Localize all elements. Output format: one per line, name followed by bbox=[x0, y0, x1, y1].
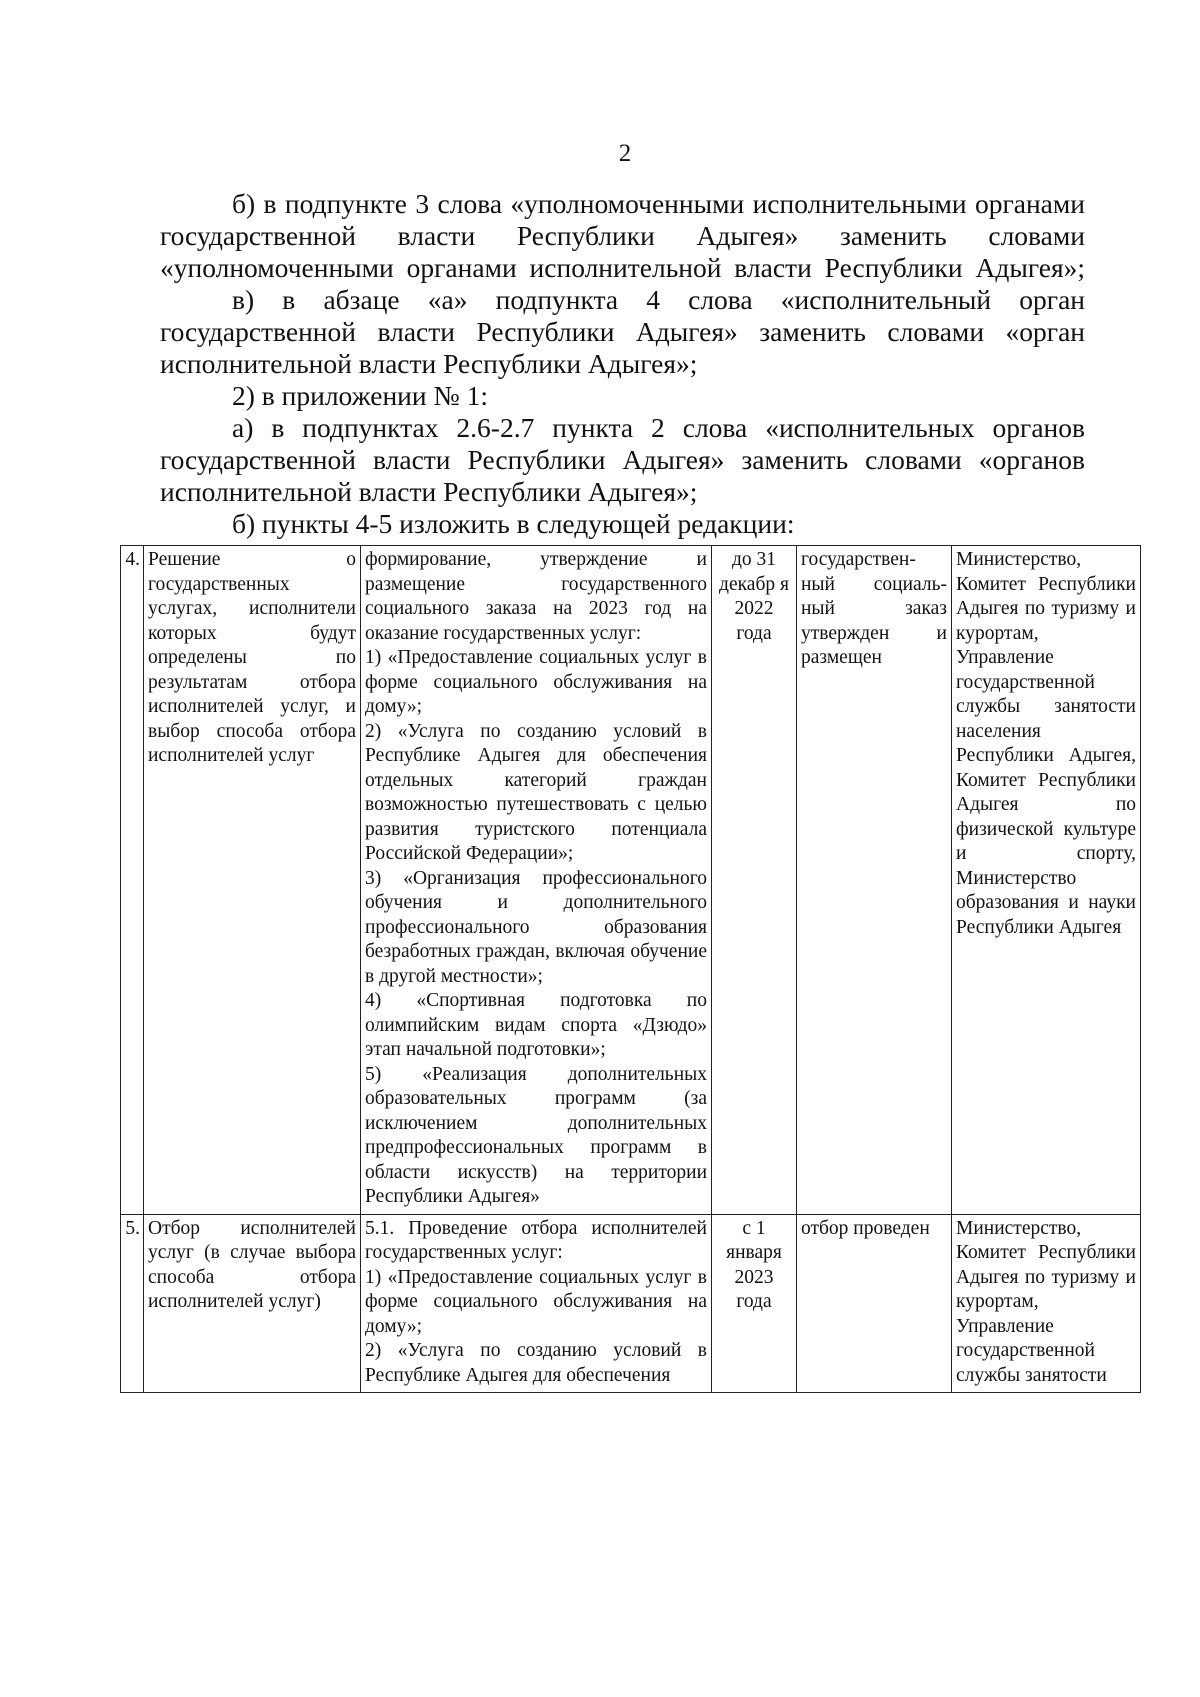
table-row bbox=[121, 1214, 1141, 1393]
row-deadline: с 1 января 2023 года bbox=[712, 1214, 797, 1393]
row-number: 5. bbox=[121, 1214, 144, 1393]
activity-line: 1) «Предоставление социальных услуг в форме социального обслуживания на дому»; bbox=[365, 647, 707, 717]
activity-line: 2) «Услуга по созданию условий в Республике Адыгея для обеспечения bbox=[365, 1340, 707, 1386]
activity-line: формирование, утверждение и размещение государственного социального заказа на 2023 год на оказание государственных услуг: bbox=[365, 549, 707, 644]
plan-table bbox=[120, 545, 1140, 1393]
page-number: 2 bbox=[618, 140, 632, 167]
row-activity bbox=[361, 1214, 712, 1393]
paragraph-b-items-4-5: б) пункты 4-5 изложить в следующей редакции: bbox=[232, 508, 795, 539]
row-result: отбор проведен bbox=[797, 1214, 952, 1393]
paragraph-b-subitem-3: б) в подпункте 3 слова «уполномоченными исполнительными органами государственной власти Республики Адыгея» заменить словами «уполномоченными органами исполнительной власти Республики Адыгея»; bbox=[160, 188, 1085, 283]
paragraph-v-subitem-4: в) в абзаце «а» подпункта 4 слова «исполнительный орган государственной власти Республики Адыгея» заменить словами «орган исполнительной власти Республики Адыгея»; bbox=[160, 284, 1085, 379]
table-row bbox=[121, 546, 1141, 1215]
activity-line: 4) «Спортивная подготовка по олимпийским видам спорта «Дзюдо» этап начальной подготовки»; bbox=[365, 990, 707, 1060]
body-text bbox=[160, 188, 1085, 540]
activity-line: 1) «Предоставление социальных услуг в форме социального обслуживания на дому»; bbox=[365, 1266, 707, 1337]
row-deadline: до 31 декабр я 2022 года bbox=[712, 546, 797, 1215]
row-responsible: Министерство, Комитет Республики Адыгея по туризму и курортам, Управление государственной службы занятости bbox=[952, 1214, 1141, 1393]
activity-line: 5.1. Проведение отбора исполнителей государственных услуг: bbox=[365, 1217, 707, 1263]
row-responsible: Министерство, Комитет Республики Адыгея по туризму и курортам, Управление государственной службы занятости населения Республики Адыгея, Комитет Республики Адыгея по физической культуре и спорту, Министерство образования и науки Республики Адыгея bbox=[952, 546, 1141, 1215]
activity-line: 2) «Услуга по созданию условий в Республике Адыгея для обеспечения отдельных категорий граждан возможностью путешествовать с целью развития туристского потенциала Российской Федерации»; bbox=[365, 720, 707, 864]
activity-line: 3) «Организация профессионального обучения и дополнительного профессионального образования безработных граждан, включая обучение в другой местности»; bbox=[365, 867, 707, 987]
activity-line: 5) «Реализация дополнительных образовательных программ (за исключением дополнительных предпрофессиональных программ в области искусств) на территории Республики Адыгея» bbox=[365, 1063, 707, 1207]
paragraph-a-subitems-2-6: а) в подпунктах 2.6-2.7 пункта 2 слова «исполнительных органов государственной власти Республики Адыгея» заменить словами «органов исполнительной власти Республики Адыгея»; bbox=[160, 412, 1085, 507]
row-activity bbox=[361, 546, 712, 1215]
row-number: 4. bbox=[121, 546, 144, 1215]
row-name: Отбор исполнителей услуг (в случае выбора способа отбора исполнителей услуг) bbox=[144, 1214, 361, 1393]
paragraph-appendix-1: 2) в приложении № 1: bbox=[232, 380, 488, 411]
row-name: Решение о государственных услугах, исполнители которых будут определены по результатам отбора исполнителей услуг, и выбор способа отбора исполнителей услуг bbox=[144, 546, 361, 1215]
row-result: государствен-ный социаль-ный заказ утвержден и размещен bbox=[797, 546, 952, 1215]
